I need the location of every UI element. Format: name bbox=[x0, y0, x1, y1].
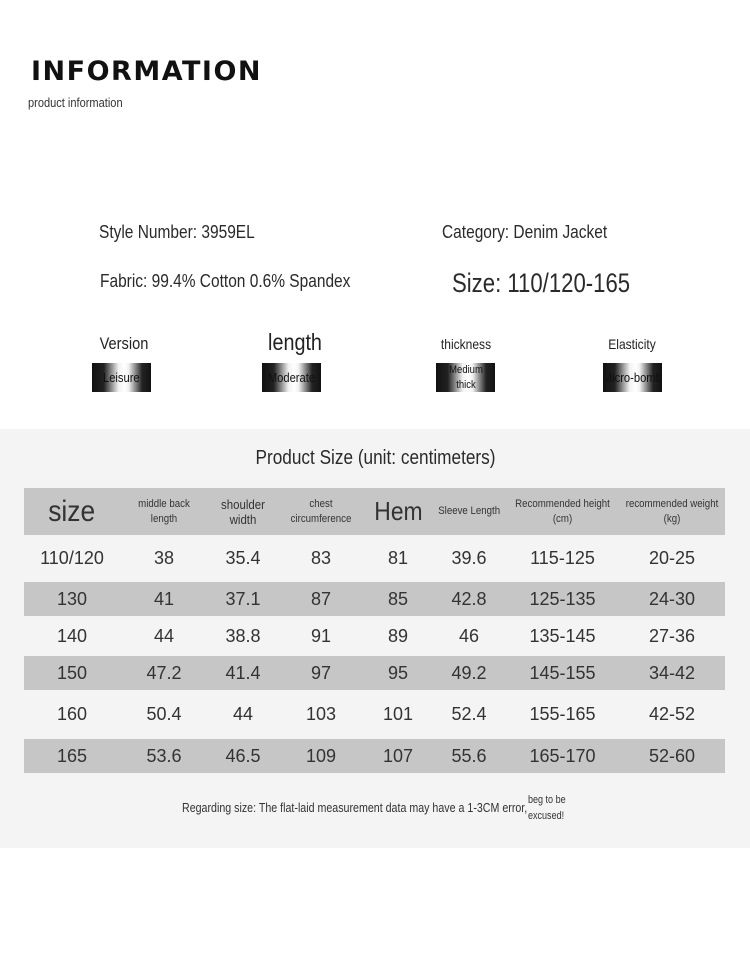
table-cell: 145-155 bbox=[506, 656, 619, 690]
col-header: middle back length bbox=[120, 488, 208, 535]
table-cell: 87 bbox=[278, 582, 364, 616]
style-number: Style Number: 3959EL bbox=[99, 222, 255, 242]
table-cell: 97 bbox=[278, 656, 364, 690]
col-header: Hem bbox=[364, 488, 432, 535]
page-title: INFORMATION bbox=[31, 56, 263, 87]
table-cell: 110/120 bbox=[24, 535, 120, 582]
table-cell: 34-42 bbox=[619, 656, 725, 690]
table-cell: 140 bbox=[24, 616, 120, 656]
table-cell: 95 bbox=[364, 656, 432, 690]
table-cell: 42.8 bbox=[432, 582, 506, 616]
table-cell: 24-30 bbox=[619, 582, 725, 616]
table-cell: 81 bbox=[364, 535, 432, 582]
table-cell: 47.2 bbox=[120, 656, 208, 690]
table-cell: 52-60 bbox=[619, 739, 725, 773]
table-cell: 37.1 bbox=[208, 582, 278, 616]
table-cell: 46.5 bbox=[208, 739, 278, 773]
table-cell: 101 bbox=[364, 690, 432, 739]
table-cell: 50.4 bbox=[120, 690, 208, 739]
col-header: size bbox=[24, 488, 120, 535]
table-cell: 85 bbox=[364, 582, 432, 616]
table-row bbox=[24, 739, 725, 773]
table-row bbox=[24, 690, 725, 739]
table-cell: 125-135 bbox=[506, 582, 619, 616]
attr-length-badge: Moderate bbox=[262, 363, 321, 392]
col-header: Recommended height (cm) bbox=[506, 488, 619, 535]
size-note-tail: beg to be excused! bbox=[528, 794, 566, 822]
table-cell: 160 bbox=[24, 690, 120, 739]
table-cell: 41 bbox=[120, 582, 208, 616]
table-cell: 44 bbox=[120, 616, 208, 656]
table-row bbox=[24, 535, 725, 582]
size-table-title: Product Size (unit: centimeters) bbox=[255, 447, 495, 469]
size-table bbox=[24, 488, 725, 773]
table-cell: 46 bbox=[432, 616, 506, 656]
table-cell: 83 bbox=[278, 535, 364, 582]
table-cell: 38 bbox=[120, 535, 208, 582]
attr-elasticity-label: Elasticity bbox=[608, 336, 656, 352]
attr-elasticity-badge: Micro-bomb bbox=[603, 363, 662, 392]
col-header: shoulder width bbox=[208, 488, 278, 535]
table-cell: 53.6 bbox=[120, 739, 208, 773]
table-cell: 89 bbox=[364, 616, 432, 656]
table-cell: 52.4 bbox=[432, 690, 506, 739]
table-cell: 44 bbox=[208, 690, 278, 739]
table-cell: 130 bbox=[24, 582, 120, 616]
attr-version-label: Version bbox=[99, 334, 149, 353]
category: Category: Denim Jacket bbox=[442, 222, 608, 242]
table-cell: 109 bbox=[278, 739, 364, 773]
table-cell: 35.4 bbox=[208, 535, 278, 582]
table-cell: 42-52 bbox=[619, 690, 725, 739]
table-row bbox=[24, 582, 725, 616]
table-cell: 135-145 bbox=[506, 616, 619, 656]
table-cell: 107 bbox=[364, 739, 432, 773]
col-header: recommended weight (kg) bbox=[619, 488, 725, 535]
page-subtitle: product information bbox=[28, 95, 123, 110]
table-cell: 38.8 bbox=[208, 616, 278, 656]
table-cell: 27-36 bbox=[619, 616, 725, 656]
table-cell: 165-170 bbox=[506, 739, 619, 773]
table-row bbox=[24, 616, 725, 656]
attr-length-label: length bbox=[268, 329, 322, 355]
size-range: Size: 110/120-165 bbox=[452, 268, 631, 298]
size-note: Regarding size: The flat-laid measurement data may have a 1-3CM error, bbox=[182, 800, 528, 815]
table-cell: 49.2 bbox=[432, 656, 506, 690]
table-cell: 165 bbox=[24, 739, 120, 773]
fabric: Fabric: 99.4% Cotton 0.6% Spandex bbox=[100, 271, 351, 291]
table-row bbox=[24, 656, 725, 690]
table-cell: 55.6 bbox=[432, 739, 506, 773]
table-cell: 150 bbox=[24, 656, 120, 690]
attr-thickness-label: thickness bbox=[440, 336, 492, 352]
table-cell: 39.6 bbox=[432, 535, 506, 582]
col-header: Sleeve Length bbox=[432, 488, 506, 535]
table-cell: 115-125 bbox=[506, 535, 619, 582]
table-cell: 91 bbox=[278, 616, 364, 656]
attr-thickness-badge: Medium thick bbox=[436, 363, 495, 392]
table-cell: 41.4 bbox=[208, 656, 278, 690]
table-cell: 103 bbox=[278, 690, 364, 739]
table-cell: 20-25 bbox=[619, 535, 725, 582]
table-header-row bbox=[24, 488, 725, 535]
table-cell: 155-165 bbox=[506, 690, 619, 739]
attr-version-badge: Leisure bbox=[92, 363, 151, 392]
col-header: chest circumference bbox=[278, 488, 364, 535]
